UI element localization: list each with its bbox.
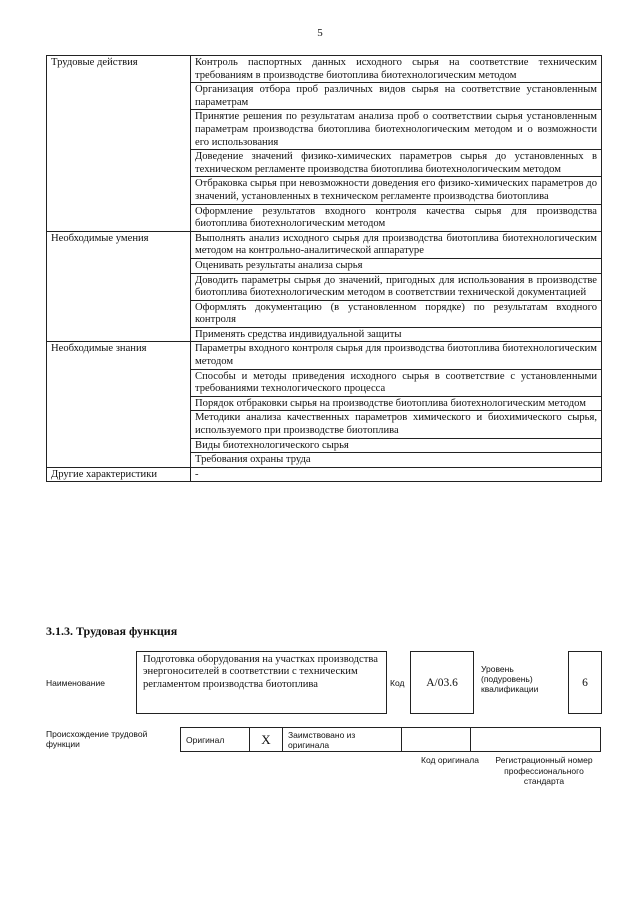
row-value: Доведение значений физико-химических параметров сырья до установленных в техническом регламенте производства биотоплива биотехнологическим методом: [191, 150, 602, 177]
level-label: Уровень (подуровень) квалификации: [481, 664, 539, 694]
row-value: Применять средства индивидуальной защиты: [191, 327, 602, 342]
table-row: [47, 231, 602, 258]
registration-number-cell: [471, 728, 601, 752]
name-label: Наименование: [46, 678, 105, 688]
row-value: Доводить параметры сырья до значений, пригодных для использования в производстве биотоплива биотехнологическим методом в соответствии технической документацией: [191, 273, 602, 300]
function-code: А/03.6: [410, 651, 474, 714]
qualification-level: 6: [568, 651, 602, 714]
row-value: Параметры входного контроля сырья для производства биотоплива биотехнологическим методом: [191, 342, 602, 369]
section-title: 3.1.3. Трудовая функция: [46, 624, 178, 638]
row-label: Другие характеристики: [47, 467, 191, 482]
row-value: Организация отбора проб различных видов сырья на соответствие установленным параметрам: [191, 83, 602, 110]
row-value: Отбраковка сырья при невозможности доведения его физико-химических параметров до значений, установленных в техническом регламенте производства биотоплива: [191, 177, 602, 204]
origin-table: [180, 727, 601, 752]
function-name: Подготовка оборудования на участках производства энергоносителей в соответствии с техническим регламентом производства биотоплива: [136, 651, 387, 714]
row-value: Принятие решения по результатам анализа проб о соответствии сырья установленным параметрам производства биотоплива биотехнологическим методом и о возможности его использования: [191, 110, 602, 150]
origin-label: Происхождение трудовой функции: [46, 729, 148, 749]
row-value: Оформление результатов входного контроля качества сырья для производства биотоплива биотехнологическим методом: [191, 204, 602, 231]
table-row: [47, 467, 602, 482]
original-mark: X: [250, 728, 283, 752]
row-value: -: [191, 467, 602, 482]
borrowed-cell: Заимствовано из оригинала: [283, 728, 402, 752]
table-row: [47, 342, 602, 369]
row-value: Выполнять анализ исходного сырья для производства биотоплива биотехнологическим методом на контрольно-аналитической аппаратуре: [191, 231, 602, 258]
page-number: 5: [317, 27, 323, 39]
row-value: Порядок отбраковки сырья на производстве биотоплива биотехнологическим методом: [191, 396, 602, 411]
labor-function-table: [46, 55, 602, 482]
original-code-caption: Код оригинала: [421, 755, 479, 765]
original-code-cell: [402, 728, 471, 752]
row-label: Трудовые действия: [47, 56, 191, 232]
row-value: Оформлять документацию (в установленном порядке) по результатам входного контроля: [191, 300, 602, 327]
registration-number-caption: Регистрационный номер профессионального стандарта: [495, 755, 593, 786]
row-value: Методики анализа качественных параметров химического и биохимического сырья, используемого при производстве биотоплива: [191, 411, 602, 438]
row-value: Требования охраны труда: [191, 453, 602, 468]
row-value: Способы и методы приведения исходного сырья в соответствие с установленными требованиями технологического процесса: [191, 369, 602, 396]
row-value: Виды биотехнологического сырья: [191, 438, 602, 453]
row-value: Оценивать результаты анализа сырья: [191, 258, 602, 273]
code-label: Код: [390, 678, 405, 688]
table-row: [47, 56, 602, 83]
row-label: Необходимые знания: [47, 342, 191, 467]
row-value: Контроль паспортных данных исходного сырья на соответствие техническим требованиям в производстве биотоплива биотехнологическим методом: [191, 56, 602, 83]
original-cell: Оригинал: [181, 728, 250, 752]
row-label: Необходимые умения: [47, 231, 191, 342]
